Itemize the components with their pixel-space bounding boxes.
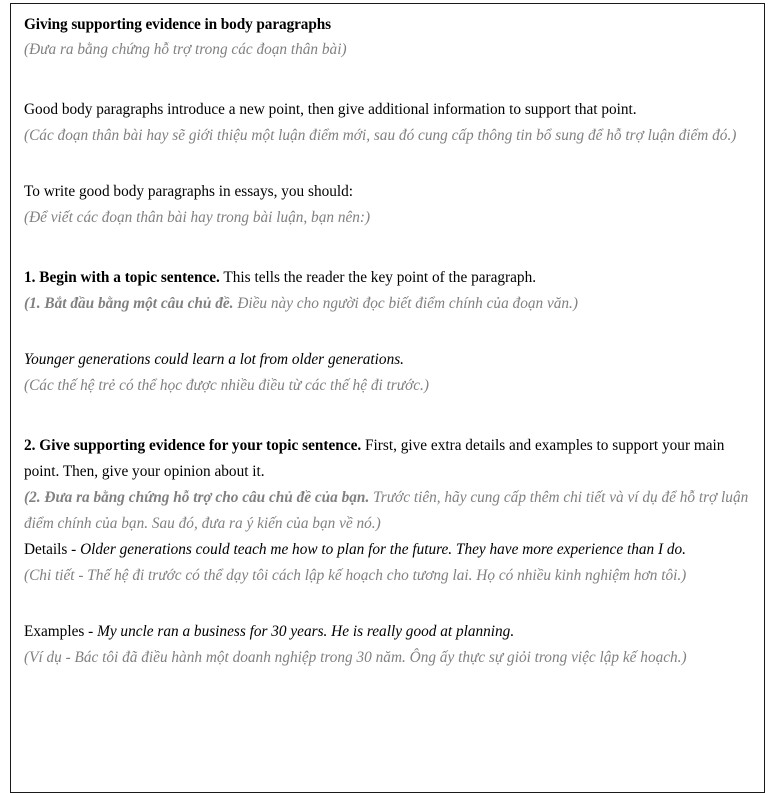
examples-label: Examples -	[24, 623, 98, 640]
step-1-heading	[24, 265, 751, 291]
details-text: Older generations could teach me how to plan for the future. They have more experience than I do.	[80, 541, 687, 558]
spacer	[24, 149, 751, 179]
step-2-details-line	[24, 537, 751, 563]
step-1-heading-translation-rest: Điều này cho người đọc biết điểm chính của đoạn văn.)	[233, 295, 578, 312]
details-label: Details -	[24, 541, 81, 558]
step-1-example-vi: (Các thế hệ trẻ có thể học được nhiều điều từ các thế hệ đi trước.)	[24, 377, 429, 394]
document-body	[11, 4, 764, 671]
step-1-heading-bold: 1. Begin with a topic sentence.	[24, 269, 220, 286]
step-2-examples-line	[24, 619, 751, 645]
document-page	[10, 3, 765, 793]
spacer	[24, 399, 751, 433]
step-2-details-translation: (Chi tiết - Thế hệ đi trước có thể dạy tôi cách lập kế hoạch cho tương lai. Họ có nhiều kinh nghiệm hơn tôi.)	[24, 567, 687, 584]
step-2-heading-rest: First, give extra details and examples to support your main point. Then, give your opinion about it.	[24, 437, 725, 480]
lead-in-en: To write good body paragraphs in essays, you should:	[24, 183, 354, 200]
intro-paragraph-en: Good body paragraphs introduce a new point, then give additional information to support that point.	[24, 101, 637, 118]
step-2-heading-translation-bold: (2. Đưa ra bằng chứng hỗ trợ cho câu chủ đề của bạn.	[24, 489, 370, 506]
step-1-heading-translation	[24, 291, 751, 317]
intro-paragraph-vi: (Các đoạn thân bài hay sẽ giới thiệu một luận điểm mới, sau đó cung cấp thông tin bổ sung để hỗ trợ luận điểm đó.)	[24, 127, 737, 144]
step-1-example-en: Younger generations could learn a lot from older generations.	[24, 351, 405, 368]
step-1-heading-translation-bold: (1. Bắt đầu bằng một câu chủ đề.	[24, 295, 234, 312]
step-2-heading-bold: 2. Give supporting evidence for your topic sentence.	[24, 437, 362, 454]
spacer	[24, 231, 751, 265]
step-2-heading-translation-rest: Trước tiên, hãy cung cấp thêm chi tiết và ví dụ để hỗ trợ luận điểm chính của bạn. Sau đó, đưa ra ý kiến của bạn về nó.)	[24, 489, 749, 532]
step-2-heading-translation	[24, 485, 751, 537]
spacer	[24, 63, 751, 97]
page-title-translation: (Đưa ra bằng chứng hỗ trợ trong các đoạn thân bài)	[24, 41, 347, 58]
examples-text: My uncle ran a business for 30 years. He is really good at planning.	[97, 623, 515, 640]
spacer	[24, 589, 751, 619]
page-title: Giving supporting evidence in body paragraphs	[24, 16, 332, 33]
lead-in-vi: (Để viết các đoạn thân bài hay trong bài luận, bạn nên:)	[24, 209, 371, 226]
step-2-examples-translation: (Ví dụ - Bác tôi đã điều hành một doanh nghiệp trong 30 năm. Ông ấy thực sự giỏi trong việc lập kế hoạch.)	[24, 649, 687, 666]
step-1-heading-rest: This tells the reader the key point of the paragraph.	[219, 269, 537, 286]
step-2-heading	[24, 433, 751, 485]
spacer	[24, 317, 751, 347]
